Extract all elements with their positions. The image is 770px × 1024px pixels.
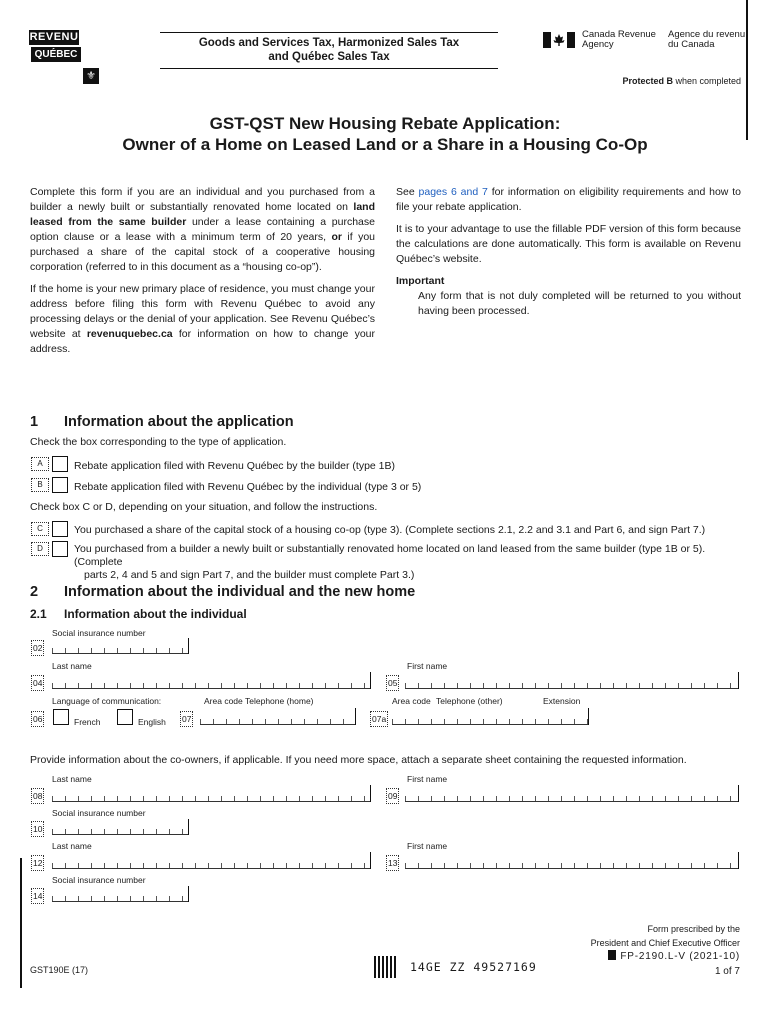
canada-flag-icon — [543, 32, 575, 48]
section1-instruction2: Check box C or D, depending on your situation, and follow the instructions. — [30, 501, 378, 513]
sin-label: Social insurance number — [52, 628, 146, 638]
coowner1-first-name-label: First name — [407, 774, 448, 784]
option-a-label: A — [31, 457, 49, 471]
intro-right-paragraph2: It is to your advantage to use the fillable PDF version of this form because the calculations are done automatically. This form is available on Revenu Québec’s website. — [396, 223, 741, 265]
section2-title: Information about the individual and the new home — [64, 584, 416, 600]
coowner2-last-name-input[interactable] — [52, 858, 370, 869]
fleur-de-lis-icon: ⚜ — [83, 68, 99, 84]
divider — [188, 819, 189, 835]
protected-b-label: Protected B — [622, 76, 673, 86]
section1-title: Information about the application — [64, 414, 294, 430]
coowner2-sin-label: Social insurance number — [52, 875, 146, 885]
cra-fr-line1: Agence du revenu — [668, 29, 746, 40]
divider — [370, 672, 371, 689]
option-a-checkbox[interactable] — [52, 456, 68, 472]
text-run: See — [396, 186, 419, 198]
cra-name-english — [582, 30, 662, 50]
header-title-line1: Goods and Services Tax, Harmonized Sales Tax — [198, 37, 460, 49]
english-label: English — [138, 717, 166, 727]
option-b-checkbox[interactable] — [52, 477, 68, 493]
field-07-number: 07 — [180, 711, 193, 727]
barcode-text: 14GE ZZ 49527169 — [410, 960, 537, 974]
divider — [370, 785, 371, 802]
field-12-number: 12 — [31, 855, 44, 871]
option-c-label: C — [31, 522, 49, 536]
sin-input[interactable] — [52, 643, 188, 654]
revenu-quebec-logo — [29, 30, 99, 84]
prescribed-block — [591, 922, 740, 950]
section1-number: 1 — [30, 414, 39, 430]
section1-heading — [30, 414, 294, 430]
telephone-other-input[interactable] — [392, 714, 588, 725]
coowners-instruction: Provide information about the co-owners, if applicable. If you need more space, attach a separate sheet containing the requested information. — [30, 754, 687, 766]
section1-instruction1: Check the box corresponding to the type of application. — [30, 436, 287, 448]
logo-word-revenu: REVENU — [29, 31, 79, 43]
page-title-line2: Owner of a Home on Leased Land or a Share in a Housing Co-Op — [122, 135, 648, 154]
page-title — [0, 113, 770, 155]
cra-name-french — [668, 30, 748, 50]
text-run: If the home is your new primary place of residence, you must change your address before filing this form with Revenu Québec to avoid any processing delays or the denial of your application. See Revenu Québec’s website at — [30, 283, 375, 340]
first-name-input[interactable] — [405, 678, 738, 689]
divider — [355, 708, 356, 725]
form-code: GST190E (17) — [30, 965, 89, 975]
text-run: Complete this form if you are an individual and you purchased from a builder a newly built or substantially renovated home located on — [30, 186, 375, 213]
option-d-label: D — [31, 542, 49, 556]
field-04-number: 04 — [31, 675, 44, 691]
divider — [188, 638, 189, 654]
french-checkbox[interactable] — [53, 709, 69, 725]
option-c-checkbox[interactable] — [52, 521, 68, 537]
field-10-number: 10 — [31, 821, 44, 837]
section2-1-heading — [30, 607, 247, 621]
field-09-number: 09 — [386, 788, 399, 804]
text-run: for information on eligibility requirements and how to file your rebate application. — [396, 186, 741, 213]
section2-heading — [30, 584, 415, 600]
option-a-text: Rebate application filed with Revenu Québec by the builder (type 1B) — [74, 460, 396, 472]
page-title-line1: GST-QST New Housing Rebate Application: — [209, 114, 561, 133]
pages-6-7-link[interactable]: pages 6 and 7 — [418, 186, 488, 198]
last-name-label: Last name — [52, 661, 92, 671]
section2-1-number: 2.1 — [30, 607, 47, 621]
field-08-number: 08 — [31, 788, 44, 804]
divider — [738, 785, 739, 802]
divider — [588, 708, 589, 725]
coowner1-first-name-input[interactable] — [405, 791, 738, 802]
language-label: Language of communication: — [52, 696, 162, 706]
coowner2-first-name-label: First name — [407, 841, 448, 851]
text-run: if you purchased a share of the capital stock of a cooperative housing corporation (referred to in this document as a “housing co-op”). — [30, 231, 375, 273]
field-13-number: 13 — [386, 855, 399, 871]
area-code-label-other: Area code — [392, 696, 431, 706]
option-d-text-line1: You purchased from a builder a newly built or substantially renovated home located on land leased from the same builder (type 1B or 5). (Complete — [74, 543, 706, 568]
prescribed-line2: President and Chief Executive Officer — [590, 938, 740, 948]
page-number: 1 of 7 — [714, 966, 740, 977]
text-run: under a lease containing a purchase option clause or a lease with a minimum term of 20 years, — [30, 216, 375, 243]
extension-label: Extension — [543, 696, 581, 706]
section2-1-title: Information about the individual — [64, 607, 247, 621]
english-checkbox[interactable] — [117, 709, 133, 725]
option-b-label: B — [31, 478, 49, 492]
telephone-home-label: Telephone (home) — [245, 696, 314, 706]
text-run: for information on how to change your address. — [30, 328, 375, 355]
cra-en-line1: Canada Revenue — [582, 29, 656, 40]
divider — [370, 852, 371, 869]
coowner2-first-name-input[interactable] — [405, 858, 738, 869]
field-02-number: 02 — [31, 640, 44, 656]
intro-left-column — [30, 185, 375, 364]
coowner1-sin-input[interactable] — [52, 824, 188, 835]
field-05-number: 05 — [386, 675, 399, 691]
text-run-bold: land leased from the same builder — [30, 201, 375, 228]
barcode-icon — [374, 956, 396, 978]
text-run-bold: or — [331, 231, 342, 243]
field-14-number: 14 — [31, 888, 44, 904]
last-name-input[interactable] — [52, 678, 370, 689]
option-d-text-line2: parts 2, 4 and 5 and sign Part 7, and the builder must complete Part 3.) — [84, 569, 415, 581]
telephone-other-label: Telephone (other) — [436, 696, 503, 706]
header-title-line2: and Québec Sales Tax — [268, 51, 390, 63]
option-c-text: You purchased a share of the capital stock of a housing co-op (type 3). (Complete sections 2.1, 2.2 and 3.1 and Part 6, and sign Part 7.) — [74, 524, 706, 536]
protected-notice — [622, 76, 741, 86]
prescribed-line1: Form prescribed by the — [647, 924, 740, 934]
telephone-home-input[interactable] — [200, 714, 355, 725]
important-heading: Important — [396, 275, 445, 287]
coowner1-last-name-input[interactable] — [52, 791, 370, 802]
document-icon — [608, 950, 616, 960]
divider — [738, 672, 739, 689]
revenuquebec-link[interactable]: revenuquebec.ca — [86, 328, 173, 340]
header-tax-title — [160, 32, 498, 69]
coowner2-sin-input[interactable] — [52, 891, 188, 902]
field-06-number: 06 — [31, 711, 44, 727]
area-code-label-home: Area code — [204, 696, 243, 706]
option-d-text — [74, 543, 744, 582]
fp-code: FP-2190.L-V (2021-10) — [620, 951, 740, 962]
option-d-checkbox[interactable] — [52, 541, 68, 557]
intro-right-paragraph1 — [396, 185, 741, 215]
important-text: Any form that is not duly completed will be returned to you without having been processed. — [418, 290, 741, 317]
fp-code-line — [608, 950, 740, 962]
divider — [188, 886, 189, 902]
coowner1-last-name-label: Last name — [52, 774, 92, 784]
coowner1-sin-label: Social insurance number — [52, 808, 146, 818]
left-margin-rule — [20, 858, 22, 988]
french-label: French — [74, 717, 101, 727]
section2-number: 2 — [30, 584, 39, 600]
option-b-text: Rebate application filed with Revenu Québec by the individual (type 3 or 5) — [74, 481, 422, 493]
cra-fr-line2: du Canada — [668, 39, 715, 50]
logo-word-quebec: QUÉBEC — [31, 47, 81, 62]
cra-en-line2: Agency — [582, 39, 614, 50]
intro-right-column — [396, 185, 741, 319]
first-name-label: First name — [407, 661, 448, 671]
intro-left-paragraph2 — [30, 282, 375, 357]
field-07a-number: 07a — [370, 711, 388, 727]
protected-rest: when completed — [672, 76, 741, 86]
divider — [738, 852, 739, 869]
coowner2-last-name-label: Last name — [52, 841, 92, 851]
intro-left-paragraph1 — [30, 185, 375, 275]
